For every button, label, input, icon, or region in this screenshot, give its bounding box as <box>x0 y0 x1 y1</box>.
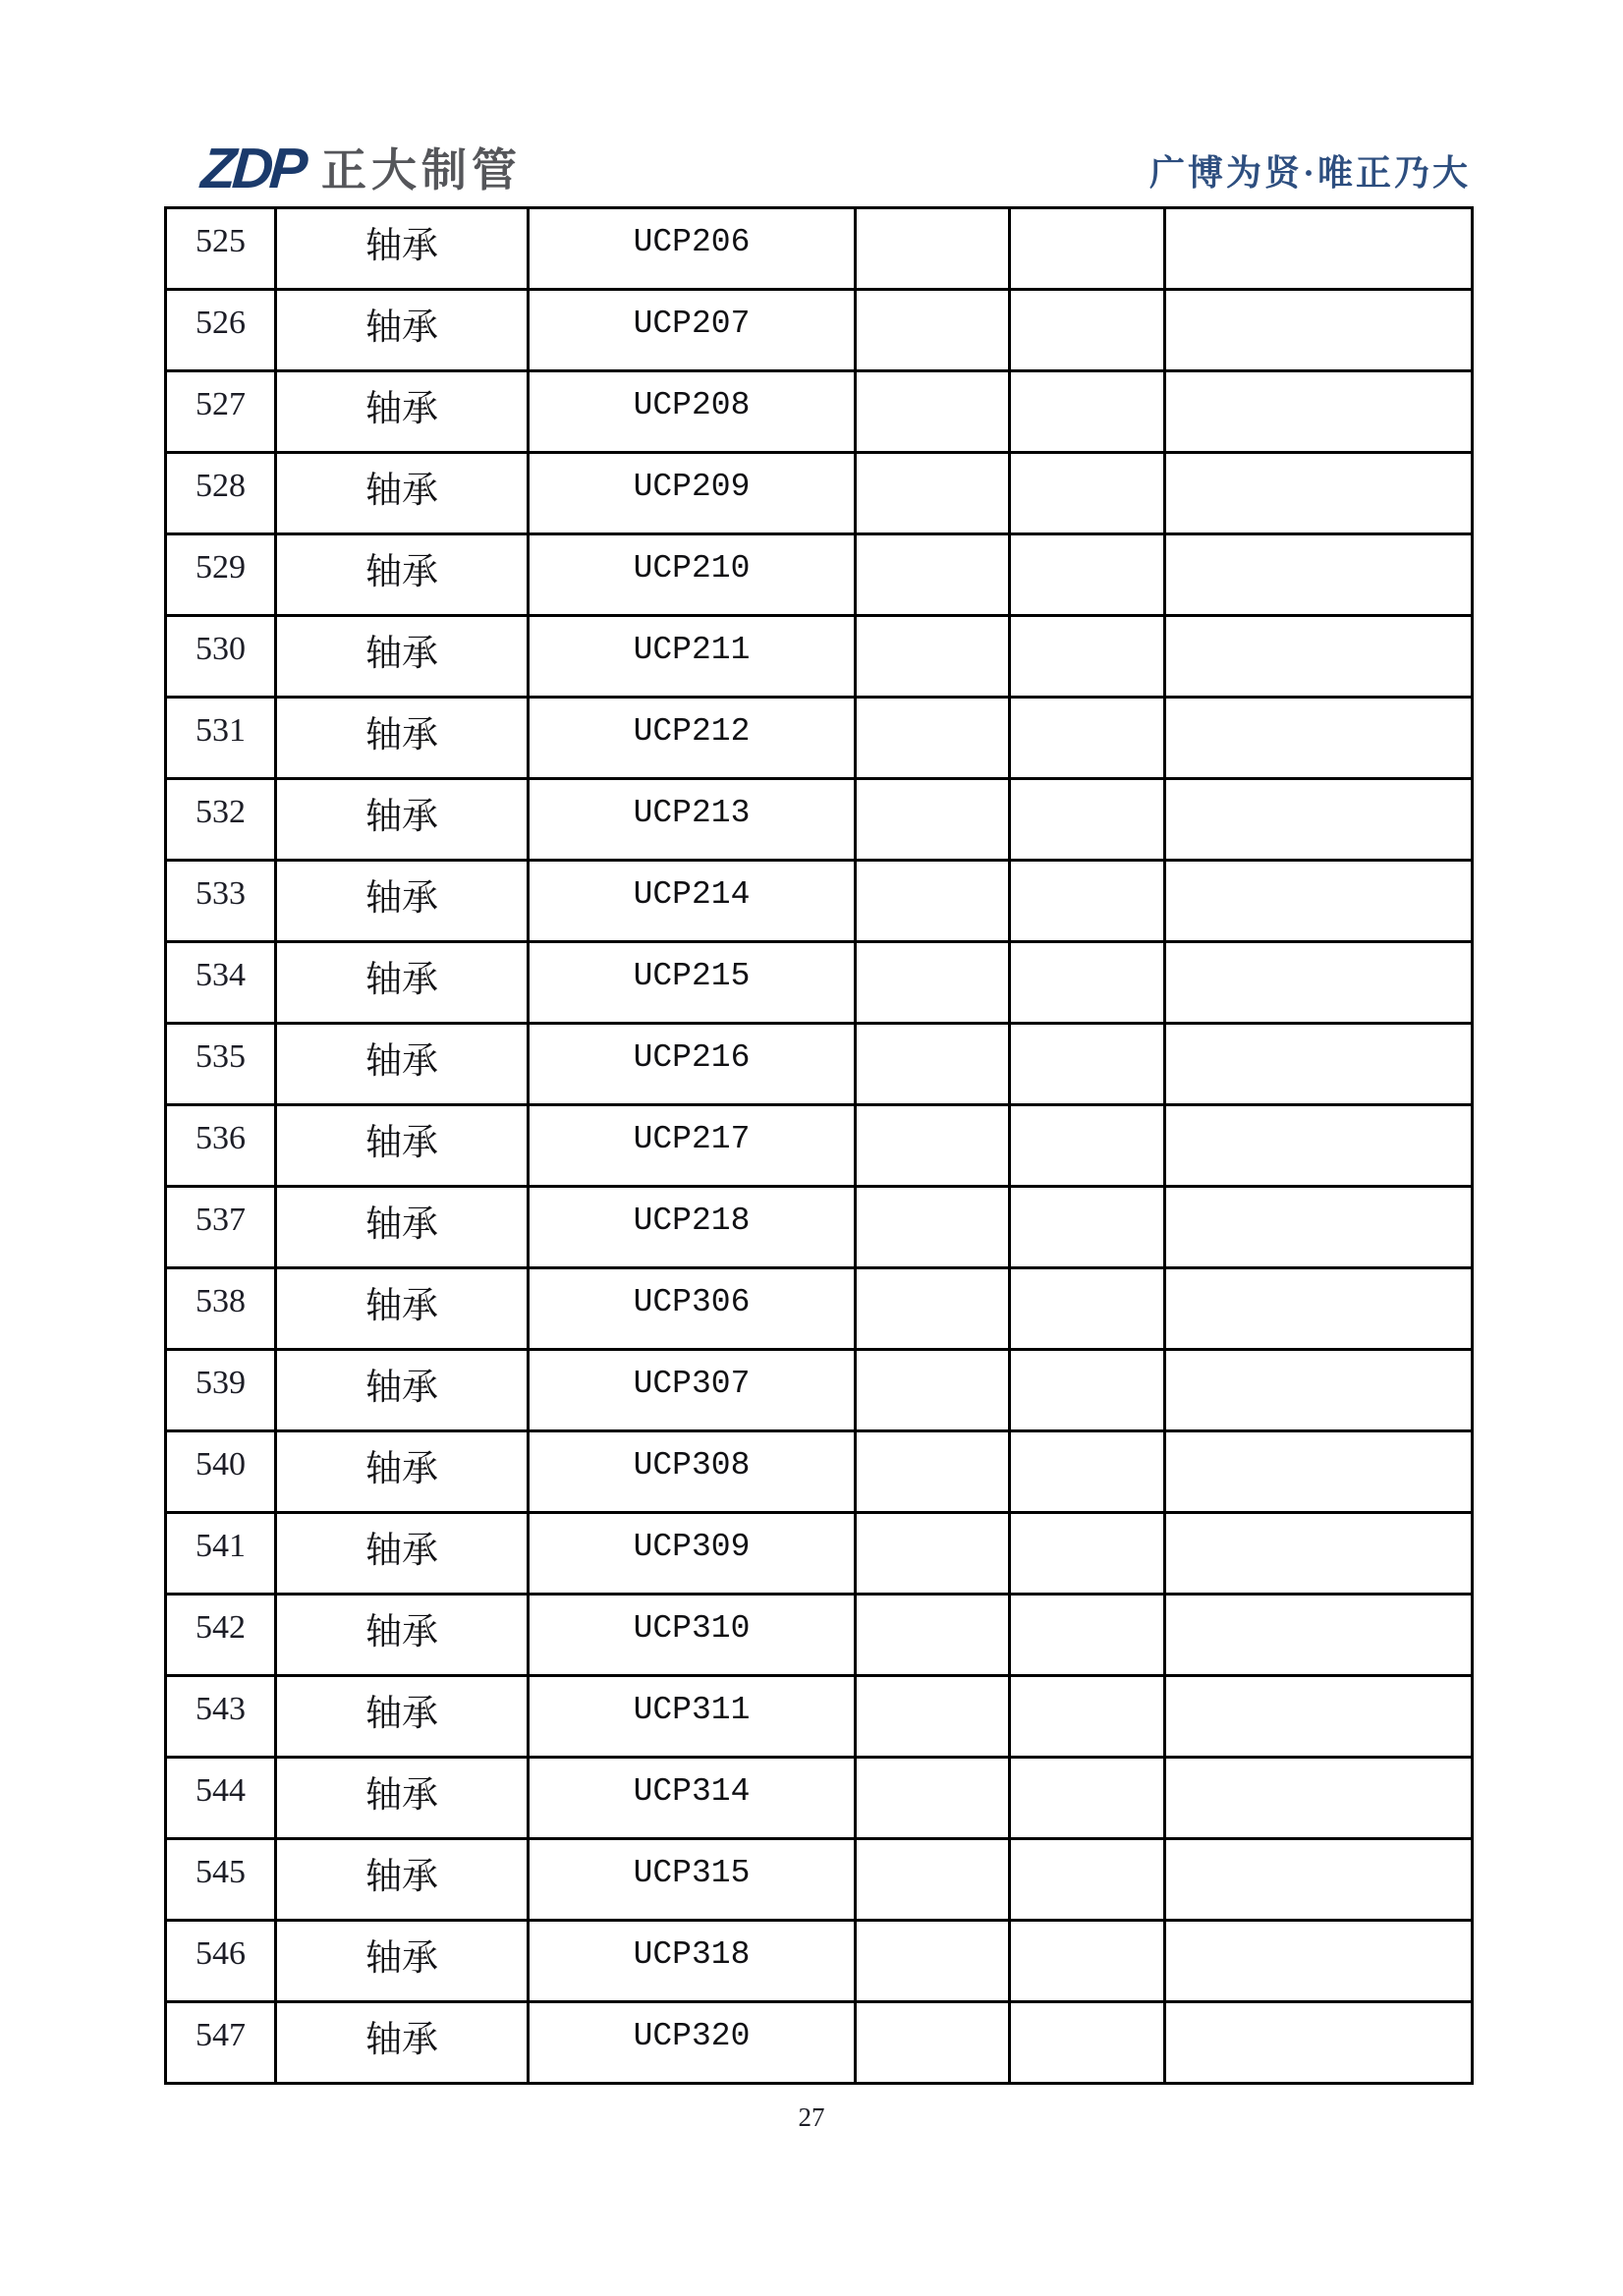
model-cell: UCP309 <box>529 1513 856 1595</box>
empty-cell-3 <box>1165 1921 1473 2002</box>
table-row <box>166 1595 1473 1676</box>
empty-cell-1 <box>856 1595 1010 1676</box>
empty-cell-3 <box>1165 208 1473 290</box>
empty-cell-2 <box>1010 1268 1165 1350</box>
table-row <box>166 1676 1473 1758</box>
empty-cell-2 <box>1010 1431 1165 1513</box>
part-name-cell: 轴承 <box>276 1839 529 1921</box>
row-number-cell: 543 <box>166 1676 276 1758</box>
empty-cell-2 <box>1010 942 1165 1024</box>
empty-cell-1 <box>856 1921 1010 2002</box>
empty-cell-2 <box>1010 698 1165 779</box>
part-name-cell: 轴承 <box>276 616 529 698</box>
table-row <box>166 371 1473 453</box>
row-number-cell: 534 <box>166 942 276 1024</box>
table-row <box>166 1513 1473 1595</box>
empty-cell-2 <box>1010 371 1165 453</box>
model-cell: UCP211 <box>529 616 856 698</box>
model-cell: UCP214 <box>529 861 856 942</box>
empty-cell-2 <box>1010 2002 1165 2084</box>
empty-cell-2 <box>1010 616 1165 698</box>
empty-cell-3 <box>1165 1187 1473 1268</box>
table-row <box>166 1268 1473 1350</box>
model-cell: UCP209 <box>529 453 856 534</box>
model-cell: UCP212 <box>529 698 856 779</box>
model-cell: UCP318 <box>529 1921 856 2002</box>
table-row <box>166 1350 1473 1431</box>
empty-cell-2 <box>1010 1595 1165 1676</box>
empty-cell-2 <box>1010 779 1165 861</box>
empty-cell-1 <box>856 616 1010 698</box>
row-number-cell: 525 <box>166 208 276 290</box>
empty-cell-1 <box>856 1758 1010 1839</box>
part-name-cell: 轴承 <box>276 371 529 453</box>
empty-cell-3 <box>1165 616 1473 698</box>
table-row <box>166 861 1473 942</box>
row-number-cell: 537 <box>166 1187 276 1268</box>
empty-cell-1 <box>856 1024 1010 1105</box>
row-number-cell: 546 <box>166 1921 276 2002</box>
empty-cell-3 <box>1165 534 1473 616</box>
table-row <box>166 1431 1473 1513</box>
table-row <box>166 779 1473 861</box>
part-name-cell: 轴承 <box>276 1758 529 1839</box>
row-number-cell: 531 <box>166 698 276 779</box>
empty-cell-3 <box>1165 1513 1473 1595</box>
model-cell: UCP217 <box>529 1105 856 1187</box>
empty-cell-3 <box>1165 2002 1473 2084</box>
empty-cell-3 <box>1165 1431 1473 1513</box>
row-number-cell: 536 <box>166 1105 276 1187</box>
row-number-cell: 528 <box>166 453 276 534</box>
part-name-cell: 轴承 <box>276 1676 529 1758</box>
empty-cell-1 <box>856 1513 1010 1595</box>
empty-cell-2 <box>1010 453 1165 534</box>
row-number-cell: 533 <box>166 861 276 942</box>
company-logo <box>164 137 522 200</box>
row-number-cell: 542 <box>166 1595 276 1676</box>
empty-cell-1 <box>856 1431 1010 1513</box>
model-cell: UCP310 <box>529 1595 856 1676</box>
table-row <box>166 1024 1473 1105</box>
empty-cell-2 <box>1010 290 1165 371</box>
row-number-cell: 541 <box>166 1513 276 1595</box>
empty-cell-3 <box>1165 1595 1473 1676</box>
table-row <box>166 2002 1473 2084</box>
row-number-cell: 535 <box>166 1024 276 1105</box>
row-number-cell: 530 <box>166 616 276 698</box>
page-footer <box>0 2102 1623 2133</box>
model-cell: UCP206 <box>529 208 856 290</box>
empty-cell-2 <box>1010 1758 1165 1839</box>
table-row <box>166 1105 1473 1187</box>
empty-cell-1 <box>856 861 1010 942</box>
empty-cell-3 <box>1165 942 1473 1024</box>
model-cell: UCP315 <box>529 1839 856 1921</box>
empty-cell-2 <box>1010 1513 1165 1595</box>
part-name-cell: 轴承 <box>276 1024 529 1105</box>
row-number-cell: 539 <box>166 1350 276 1431</box>
part-name-cell: 轴承 <box>276 1105 529 1187</box>
empty-cell-1 <box>856 1839 1010 1921</box>
part-name-cell: 轴承 <box>276 861 529 942</box>
empty-cell-3 <box>1165 290 1473 371</box>
part-name-cell: 轴承 <box>276 1595 529 1676</box>
empty-cell-1 <box>856 1268 1010 1350</box>
model-cell: UCP308 <box>529 1431 856 1513</box>
table-row <box>166 1187 1473 1268</box>
parts-table-body <box>166 208 1473 2084</box>
company-name: 正大制管 <box>321 144 522 196</box>
empty-cell-2 <box>1010 1024 1165 1105</box>
empty-cell-1 <box>856 1187 1010 1268</box>
model-cell: UCP208 <box>529 371 856 453</box>
table-row <box>166 1758 1473 1839</box>
model-cell: UCP314 <box>529 1758 856 1839</box>
row-number-cell: 547 <box>166 2002 276 2084</box>
row-number-cell: 532 <box>166 779 276 861</box>
empty-cell-1 <box>856 290 1010 371</box>
model-cell: UCP320 <box>529 2002 856 2084</box>
part-name-cell: 轴承 <box>276 2002 529 2084</box>
empty-cell-3 <box>1165 1268 1473 1350</box>
model-cell: UCP215 <box>529 942 856 1024</box>
table-row <box>166 1921 1473 2002</box>
part-name-cell: 轴承 <box>276 1268 529 1350</box>
table-row <box>166 453 1473 534</box>
page-header <box>164 126 1471 200</box>
model-cell: UCP210 <box>529 534 856 616</box>
row-number-cell: 526 <box>166 290 276 371</box>
empty-cell-3 <box>1165 1024 1473 1105</box>
table-row <box>166 290 1473 371</box>
model-cell: UCP311 <box>529 1676 856 1758</box>
empty-cell-3 <box>1165 453 1473 534</box>
empty-cell-3 <box>1165 698 1473 779</box>
empty-cell-3 <box>1165 1350 1473 1431</box>
model-cell: UCP307 <box>529 1350 856 1431</box>
part-name-cell: 轴承 <box>276 1350 529 1431</box>
empty-cell-1 <box>856 371 1010 453</box>
table-row <box>166 698 1473 779</box>
table-row <box>166 1839 1473 1921</box>
empty-cell-2 <box>1010 208 1165 290</box>
empty-cell-3 <box>1165 1758 1473 1839</box>
empty-cell-1 <box>856 779 1010 861</box>
empty-cell-1 <box>856 1105 1010 1187</box>
row-number-cell: 545 <box>166 1839 276 1921</box>
empty-cell-1 <box>856 2002 1010 2084</box>
row-number-cell: 544 <box>166 1758 276 1839</box>
part-name-cell: 轴承 <box>276 290 529 371</box>
part-name-cell: 轴承 <box>276 1431 529 1513</box>
table-row <box>166 616 1473 698</box>
empty-cell-3 <box>1165 1839 1473 1921</box>
empty-cell-2 <box>1010 1187 1165 1268</box>
empty-cell-1 <box>856 453 1010 534</box>
empty-cell-3 <box>1165 371 1473 453</box>
empty-cell-1 <box>856 1676 1010 1758</box>
model-cell: UCP218 <box>529 1187 856 1268</box>
empty-cell-2 <box>1010 1921 1165 2002</box>
empty-cell-2 <box>1010 1676 1165 1758</box>
part-name-cell: 轴承 <box>276 1513 529 1595</box>
company-tagline: 广博为贤·唯正乃大 <box>1148 153 1471 193</box>
empty-cell-1 <box>856 698 1010 779</box>
table-row <box>166 208 1473 290</box>
empty-cell-2 <box>1010 861 1165 942</box>
empty-cell-3 <box>1165 1676 1473 1758</box>
zdp-logo-icon: ZDP <box>198 137 307 200</box>
empty-cell-1 <box>856 1350 1010 1431</box>
part-name-cell: 轴承 <box>276 1921 529 2002</box>
empty-cell-3 <box>1165 861 1473 942</box>
table-row <box>166 534 1473 616</box>
empty-cell-2 <box>1010 534 1165 616</box>
parts-table <box>164 206 1474 2085</box>
row-number-cell: 538 <box>166 1268 276 1350</box>
page-number: 27 <box>798 2102 825 2132</box>
model-cell: UCP213 <box>529 779 856 861</box>
part-name-cell: 轴承 <box>276 698 529 779</box>
empty-cell-2 <box>1010 1839 1165 1921</box>
part-name-cell: 轴承 <box>276 942 529 1024</box>
row-number-cell: 527 <box>166 371 276 453</box>
part-name-cell: 轴承 <box>276 453 529 534</box>
part-name-cell: 轴承 <box>276 534 529 616</box>
empty-cell-1 <box>856 942 1010 1024</box>
empty-cell-1 <box>856 534 1010 616</box>
part-name-cell: 轴承 <box>276 1187 529 1268</box>
row-number-cell: 529 <box>166 534 276 616</box>
model-cell: UCP216 <box>529 1024 856 1105</box>
empty-cell-2 <box>1010 1350 1165 1431</box>
empty-cell-3 <box>1165 1105 1473 1187</box>
model-cell: UCP207 <box>529 290 856 371</box>
empty-cell-1 <box>856 208 1010 290</box>
part-name-cell: 轴承 <box>276 208 529 290</box>
empty-cell-3 <box>1165 779 1473 861</box>
model-cell: UCP306 <box>529 1268 856 1350</box>
row-number-cell: 540 <box>166 1431 276 1513</box>
empty-cell-2 <box>1010 1105 1165 1187</box>
table-row <box>166 942 1473 1024</box>
part-name-cell: 轴承 <box>276 779 529 861</box>
